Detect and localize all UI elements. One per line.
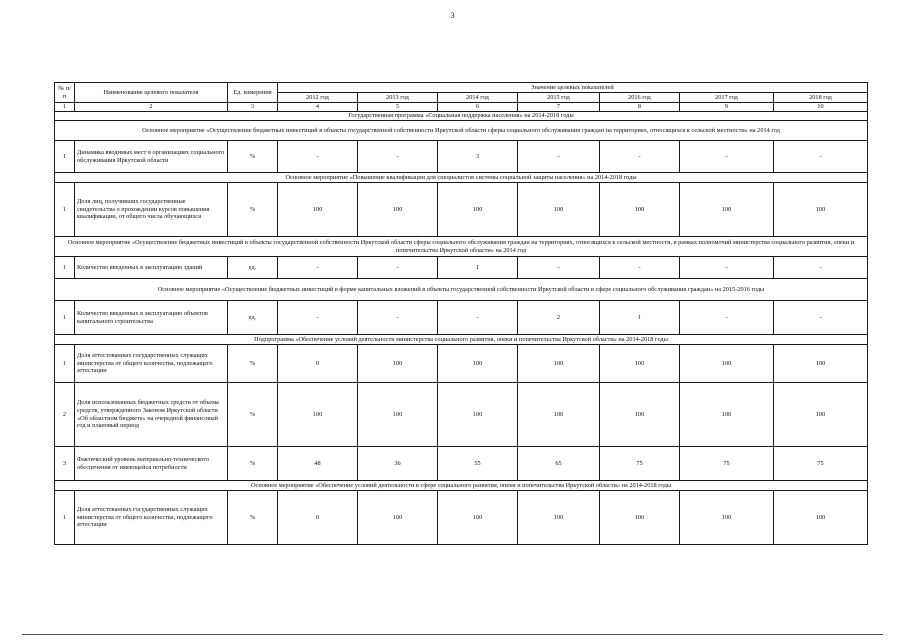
indicator-name: Фактический уровень материально-технического обеспечения от имеющейся потребности — [75, 447, 228, 481]
header-col-values: Значение целевых показателей — [278, 83, 868, 93]
value-cell: - — [278, 141, 358, 173]
value-cell: 100 — [774, 383, 868, 447]
table-row — [55, 383, 868, 447]
index-cell: 3 — [228, 103, 278, 112]
indicator-unit: % — [228, 345, 278, 383]
value-cell: 100 — [600, 383, 680, 447]
page-number: 3 — [450, 11, 455, 20]
value-cell: - — [774, 301, 868, 335]
table-row — [55, 447, 868, 481]
value-cell: 100 — [600, 491, 680, 545]
value-cell: 36 — [358, 447, 438, 481]
section-row — [55, 121, 868, 141]
value-cell: 75 — [680, 447, 774, 481]
value-cell: 100 — [438, 383, 518, 447]
header-year: 2016 год — [600, 93, 680, 103]
value-cell: 2 — [518, 301, 600, 335]
indicator-name: Доля использованных бюджетных средств от объема средств, утвержденного Законом Иркутской области «Об областном бюджете» на очередной финансовый год и плановый период — [75, 383, 228, 447]
header-year: 2017 год — [680, 93, 774, 103]
value-cell: 100 — [600, 183, 680, 237]
value-cell: - — [518, 257, 600, 279]
index-cell: 10 — [774, 103, 868, 112]
header-col-name: Наименование целевого показателя — [75, 83, 228, 103]
value-cell: 100 — [680, 345, 774, 383]
index-cell: 7 — [518, 103, 600, 112]
header-col-no: № п/п — [55, 83, 75, 103]
section-row — [55, 112, 868, 121]
table-row — [55, 491, 868, 545]
value-cell: 100 — [774, 491, 868, 545]
index-cell: 6 — [438, 103, 518, 112]
value-cell: - — [680, 257, 774, 279]
value-cell: 1 — [438, 257, 518, 279]
indicator-name: Динамика вводимых мест в организациях социального обслуживания Иркутской области — [75, 141, 228, 173]
value-cell: - — [680, 301, 774, 335]
value-cell: 75 — [774, 447, 868, 481]
section-title: Государственная программа «Социальная поддержка населения» на 2014-2018 годы — [55, 112, 868, 121]
value-cell: 100 — [278, 183, 358, 237]
table-row — [55, 183, 868, 237]
value-cell: - — [600, 141, 680, 173]
row-number: 1 — [55, 491, 75, 545]
value-cell: 48 — [278, 447, 358, 481]
value-cell: 100 — [680, 383, 774, 447]
section-title: Подпрограмма «Обеспечение условий деятельности министерства социального развития, опеки и попечительства Иркутской области» на 2014-2018 годы — [55, 335, 868, 345]
indicator-unit: % — [228, 383, 278, 447]
value-cell: 100 — [600, 345, 680, 383]
index-cell: 9 — [680, 103, 774, 112]
indicator-name: Доля аттестованных государственных служащих министерства от общего количества, подлежащего аттестации — [75, 345, 228, 383]
value-cell: 100 — [680, 183, 774, 237]
row-number: 3 — [55, 447, 75, 481]
indicator-unit: % — [228, 447, 278, 481]
value-cell: 55 — [438, 447, 518, 481]
table-row — [55, 257, 868, 279]
header-year: 2012 год — [278, 93, 358, 103]
index-row — [55, 103, 868, 112]
section-title: Основное мероприятие «Повышение квалификации для специалистов системы социальной защиты населения» на 2014-2018 годы — [55, 173, 868, 183]
value-cell: - — [278, 257, 358, 279]
value-cell: 100 — [358, 383, 438, 447]
value-cell: 65 — [518, 447, 600, 481]
indicator-name: Количество введенных в эксплуатацию зданий — [75, 257, 228, 279]
indicator-unit: ед. — [228, 301, 278, 335]
indicator-unit: % — [228, 141, 278, 173]
value-cell: 100 — [438, 491, 518, 545]
indicator-name: Доля лиц, получивших государственные свидетельства о прохождении курсов повышения квалификации, от общего числа обучающихся — [75, 183, 228, 237]
index-cell: 1 — [55, 103, 75, 112]
value-cell: - — [518, 141, 600, 173]
table-row — [55, 345, 868, 383]
value-cell: 100 — [358, 491, 438, 545]
indicator-name: Количество введенных в эксплуатацию объектов капитального строительства — [75, 301, 228, 335]
row-number: 1 — [55, 345, 75, 383]
value-cell: 0 — [278, 345, 358, 383]
header-row-top — [55, 83, 868, 93]
section-title: Основное мероприятие «Обеспечение условий деятельности в сфере социального развития, опеки и попечительства Иркутской области» на 2014-2018 годы — [55, 481, 868, 491]
value-cell: 100 — [438, 345, 518, 383]
value-cell: - — [600, 257, 680, 279]
value-cell: - — [774, 141, 868, 173]
indicator-unit: ед. — [228, 257, 278, 279]
header-year: 2014 год — [438, 93, 518, 103]
value-cell: - — [358, 301, 438, 335]
row-number: 1 — [55, 141, 75, 173]
value-cell: 75 — [600, 447, 680, 481]
value-cell: 100 — [518, 345, 600, 383]
index-cell: 4 — [278, 103, 358, 112]
value-cell: 100 — [358, 345, 438, 383]
section-title: Основное мероприятие «Осуществление бюджетных инвестиций в объекты государственной собственности Иркутской области сферы социального обслуживания граждан на территориях, относящихся к сельской местности» на 2014 год — [55, 121, 868, 141]
target-indicators-table — [54, 82, 868, 545]
section-title: Основное мероприятие «Осуществление бюджетных инвестиций в объекты государственной собственности Иркутской области сферы социального обслуживания граждан на территориях, относящихся к сельской местности, в рамках полномочий министерства социального развития, опеки и попечительства Иркутской области» на 2014 год — [55, 237, 868, 257]
value-cell: 100 — [518, 183, 600, 237]
section-row — [55, 335, 868, 345]
section-title: Основное мероприятие «Осуществление бюджетных инвестиций в форме капитальных вложений в объекты государственной собственности Иркутской области в сфере социального обслуживания граждан» на 2015-2016 годы — [55, 279, 868, 301]
row-number: 2 — [55, 383, 75, 447]
row-number: 1 — [55, 257, 75, 279]
header-year: 2013 год — [358, 93, 438, 103]
value-cell: 100 — [278, 383, 358, 447]
value-cell: 100 — [358, 183, 438, 237]
header-year: 2018 год — [774, 93, 868, 103]
row-number: 1 — [55, 183, 75, 237]
value-cell: - — [358, 257, 438, 279]
table-row — [55, 301, 868, 335]
value-cell: 100 — [774, 345, 868, 383]
value-cell: 100 — [680, 491, 774, 545]
value-cell: 100 — [438, 183, 518, 237]
section-row — [55, 481, 868, 491]
section-row — [55, 279, 868, 301]
row-number: 1 — [55, 301, 75, 335]
table-row — [55, 141, 868, 173]
value-cell: 100 — [518, 383, 600, 447]
index-cell: 2 — [75, 103, 228, 112]
value-cell: 1 — [600, 301, 680, 335]
value-cell: - — [774, 257, 868, 279]
indicator-name: Доля аттестованных государственных служащих министерства от общего количества, подлежащего аттестации — [75, 491, 228, 545]
index-cell: 5 — [358, 103, 438, 112]
value-cell: 3 — [438, 141, 518, 173]
header-year: 2015 год — [518, 93, 600, 103]
index-cell: 8 — [600, 103, 680, 112]
value-cell: 100 — [518, 491, 600, 545]
value-cell: - — [358, 141, 438, 173]
section-row — [55, 237, 868, 257]
value-cell: - — [278, 301, 358, 335]
page-bottom-rule — [22, 634, 883, 635]
indicator-unit: % — [228, 491, 278, 545]
value-cell: - — [438, 301, 518, 335]
header-col-unit: Ед. измерения — [228, 83, 278, 103]
section-row — [55, 173, 868, 183]
value-cell: 100 — [774, 183, 868, 237]
value-cell: 0 — [278, 491, 358, 545]
value-cell: - — [680, 141, 774, 173]
indicator-unit: % — [228, 183, 278, 237]
